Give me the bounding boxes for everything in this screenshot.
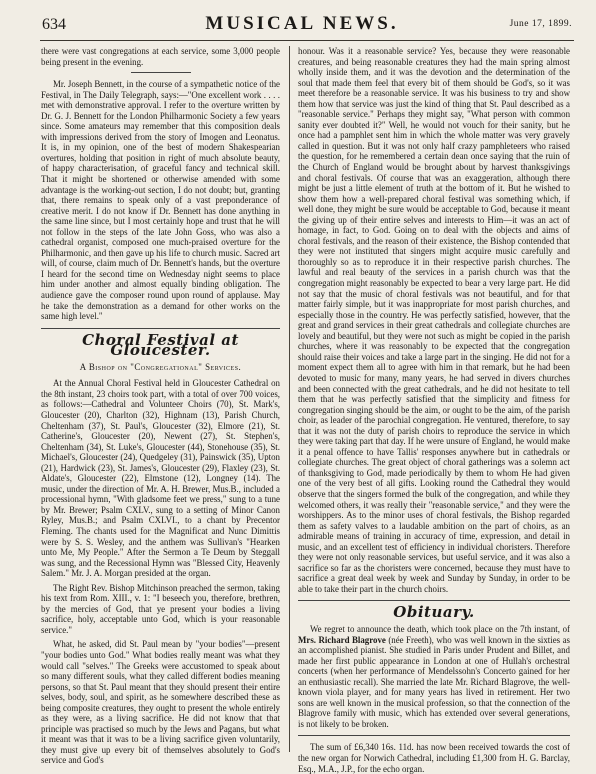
paragraph: The Right Rev. Bishop Mitchinson preached the sermon, taking his text from Rom. XIII., v. 1: "I beseech you, therefore, brethren, by the mercies of God, that ye present your bodies a living sacrifice, holy, acceptable unto God, which is your reasonable service." <box>41 582 280 635</box>
obituary-paragraph: We regret to announce the death, which took place on the 7th instant, of Mrs. Richard Blagrove (née Freeth), who was well known in the sixties as an accomplished pianist. She studied in Paris under Prudent and Billet, and made her first public appearance in London at one of Hullah's orchestral concerts (when her performance of Mendelssohn's Concerto gained for her an enthusiastic recall). She married the late Mr. Richard Blagrove, the well-known viola player, and for many years has lived in retirement. Her two sons are well known in the musical profession, so that the connection of the Blagrove family with music, which has extended over several generations, is not likely to be broken. <box>298 623 570 729</box>
left-column <box>41 46 280 766</box>
section-subheading: A Bishop on "Congregational" Services. <box>79 361 242 372</box>
paragraph: The sum of £6,340 16s. 11d. has now been received towards the cost of the new organ for Norwich Cathedral, including £1,300 from H. G. Barclay, Esq., M.A., J.P., for the echo organ. <box>298 742 570 774</box>
divider <box>298 735 570 736</box>
obituary-name: Mrs. Richard Blagrove <box>298 634 386 645</box>
masthead: MUSICAL NEWS. <box>205 13 399 34</box>
section-heading: Choral Festival at Gloucester. <box>82 330 239 360</box>
obituary-heading: Obituary. <box>393 603 475 622</box>
column-rule <box>289 46 290 752</box>
paragraph: there were vast congregations at each service, some 3,000 people being present in the evening. <box>41 46 280 67</box>
page-header <box>30 10 574 38</box>
page-number: 634 <box>42 16 66 33</box>
divider <box>41 328 280 329</box>
header-rule <box>40 40 574 41</box>
divider <box>131 72 191 73</box>
paragraph: At the Annual Choral Festival held in Gloucester Cathedral on the 8th instant, 23 choirs took part, with a total of over 700 voices, as follows:—Cathedral and Volunteer Choirs (70), St. Mark's, Gloucester (20), Charlton (32), Highnam (13), Parish Church, Cheltenham (37), St. Paul's, Gloucester (32), Elmore (21), St. Catherine's, Gloucester (20), Newent (27), St. Stephen's, Cheltenham (34), St. Luke's, Gloucester (44), Stonehouse (35), St. Michael's, Gloucester (24), Quedgeley (31), Painswick (35), Upton (21), Hardwick (23), St. James's, Gloucester (29), Flaxley (23), St. Aldate's, Gloucester (22), Elmstone (12), Longney (14). The music, under the direction of Mr. A. H. Brewer, Mus.B., included a processional hymn, "With gladsome feet we press," sung to a tune by Mr. Brewer; Psalm CXLV., sung to a setting of Minor Canon Ryley, Mus.B.; and Psalm CXLVI., to a chant by Precentor Fleming. The chants used for the Magnificat and Nunc Dimittis were by S. S. Wesley, and the anthem was Sullivan's "Hearken unto Me, My People." After the Sermon a Te Deum by Steggall was sung, and the Recessional Hymn was "Blessed City, Heavenly Salem." Mr. J. A. Morgan presided at the organ. <box>41 378 280 579</box>
paragraph: Mr. Joseph Bennett, in the course of a sympathetic notice of the Festival, in The Daily Telegraph, says:—"One excellent work . . . . met with demonstrative approval. I refer to the overture written by Dr. G. J. Bennett for the London Philharmonic Society a few years since. Some amateurs may remember that this composition deals with impressions derived from the story of Imogen and Leonatus. It is, in my opinion, one of the best of modern Shakespearian overtures, holding that position in right of much absolute beauty, of happy characterisation, of graceful fancy and technical skill. That it might be shortened or otherwise amended with some advantage is the working-out section, I do not doubt; but, granting that, there remains to speak only of a vast preponderance of creative merit. I do not know if Dr. Bennett has done anything in the same line since, but I most certainly hope and trust that he will not follow in the steps of the late John Goss, who was also a cathedral organist, composed one much-praised overture for the Philharmonic, and then gave up his life to church music. Sacred art will, of course, claim much of Dr. Bennett's hands, but the overture I heard for the second time on Wednesday night seems to place him under another and almost equally binding obligation. The audience gave the composer round upon round of applause. May he take the demonstration as a demand for other works on the same high level." <box>41 79 280 322</box>
right-column <box>298 46 570 774</box>
paragraph: What, he asked, did St. Paul mean by "your bodies"—present "your bodies unto God." What bodies really meant was what they would call "selves." The Greeks were accustomed to speak about so many different souls, what they called different bodies meaning persons, so that St. Paul meant that they should present their entire selves, body, soul, and spirit, as he somewhere described these as being composite creatures, they ought to present the whole entirely as they were, as a living sacrifice. He did not know that that principle was practised so much by the Jews and Pagans, but what it meant was that it was to be a living sacrifice given voluntarily, they must give up every bit of themselves absolutely to God's service and God's <box>41 639 280 766</box>
issue-date: June 17, 1899. <box>509 19 572 29</box>
divider <box>298 600 570 601</box>
paragraph: honour. Was it a reasonable service? Yes, because they were reasonable creatures, and being reasonable creatures they had the main spring almost wholly inside them, and it was the devotion and the determination of the soul that made them feel that every bit of them should be God's, so it was meet therefore be a reasonable service. It was his business to try and show them how that service was just the kind of thing that St. Paul described as a "reasonable service." Perhaps they might say, "What person with common sanity ever doubted it?" Well, he would not vouch for their sanity, but he once had a pamphlet sent him in which the whole matter was very gravely called in question. But it was not only half crazy pamphleteers who raised the question, for he remembered a certain dean once saying that the ruin of the Church of England would be brought about by harvest thanksgivings and choral festivals. Of course that was an exaggeration, although there might be just a little element of truth at the bottom of it. But he wished to show them how a well-prepared choral festival was something which, if well done, they might be sure would be acceptable to God, because it meant the giving up of their entire selves and interests to Him—it was an act of homage, in fact, to God. Going on to deal with the objects and aims of choral festivals, and the reason of their existence, the Bishop contended that they were not instituted that singers might acquire music carefully and thoroughly so as to reproduce it in their respective parish churches. The lawful and real beauty of the services in a parish church was that the congregation might reasonably be expected to bear a very large part. He did not say that the music of choral festivals was not beautiful, and for that matter fairly simple, but it was inappropriate for most parish churches, and especially those in the country. He was perfectly satisfied, however, that the great and grand services in their great cathedrals and collegiate churches are lovely and beautiful, but they were not such as might be copied in the parish churches, where it was reasonably to be expected that the congregation should raise their voices and take a large part in the singing. He did not for a moment expect them all to agree with him in that remark, but he had been devoted to music for many, many years, he had served in divers churches and been connected with the great cathedrals, and he did not hesitate to tell them that he was perfectly satisfied that the simplicity and fitness for congregation singing should be the aim, or ought to be the aim, of the parish choir, as leader of the parochial congregation. He ventured, therefore, to say that it was not the duty of parish choirs to reproduce the service in which they were taking part that day. If he were unsure of England, he would make it a penal offence to have Tallis' responses anywhere but in cathedrals or collegiate churches. The great object of choral gatherings was a solemn act of thanksgiving to God, made periodically by them to whom He had given one of the very best of all gifts. Looking round the Cathedral they would observe that the singers formed the bulk of the congregation, and while they welcomed others, it was really their "reasonable service," and they were the worshippers. As to the minor uses of choral festivals, the Bishop regarded them as safety valves to a laudable ambition on the part of choirs, as an admirable means of training in accuracy of time, expression, and detail in music, and an excellent test of efficiency in individual choristers. Therefore they were not only reasonable services, but useful service, and it was also a sacrifice so far as the choristers were concerned, because they must have to sacrifice a great deal week by week and Sunday by Sunday, in order to be able to take their part in the church choirs. <box>298 46 570 594</box>
